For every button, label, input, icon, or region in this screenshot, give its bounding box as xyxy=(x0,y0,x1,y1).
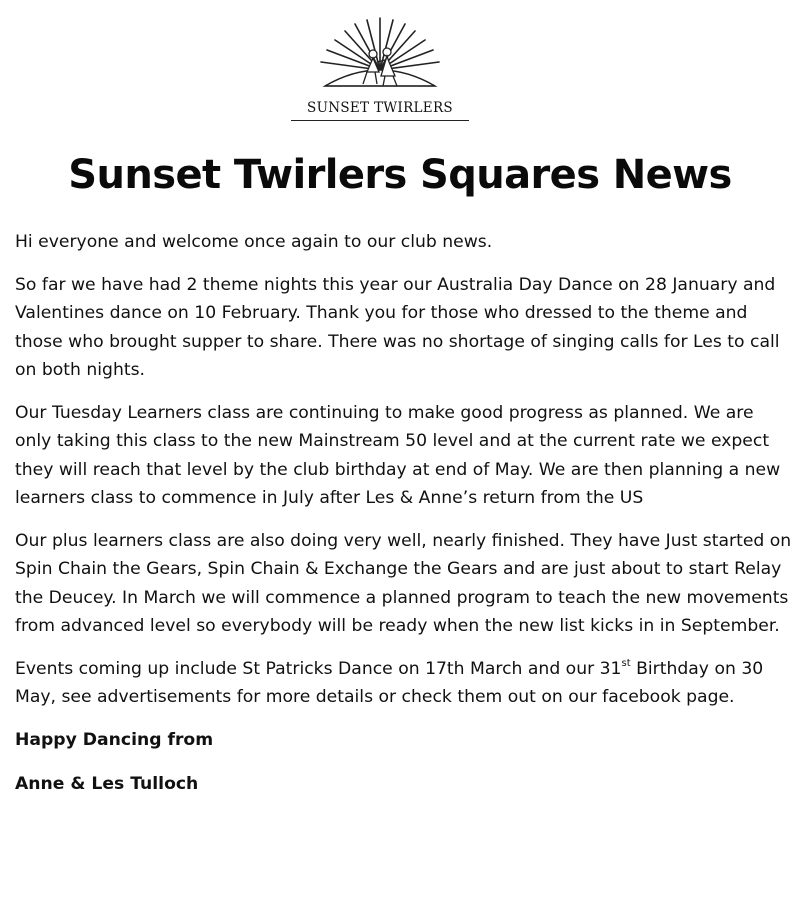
club-logo xyxy=(285,14,475,122)
paragraph-plus-learners: Our plus learners class are also doing very well, nearly finished. They have Just started on Spin Chain the Gears, Spin Chain & Exchange the Gears and are just about to start Relay the Deucey. In March we will commence a planned program to teach the new movements from advanced level so everybody will be ready when the new list kicks in in September. xyxy=(15,530,792,636)
logo-underline xyxy=(291,120,469,121)
ordinal-suffix: st xyxy=(621,657,631,669)
paragraph-welcome: Hi everyone and welcome once again to our club news. xyxy=(15,232,493,252)
logo-club-name: SUNSET TWIRLERS xyxy=(307,100,453,116)
paragraph-theme-nights: So far we have had 2 theme nights this year our Australia Day Dance on 28 January and Valentines dance on 10 February. Thank you for those who dressed to the theme and those who brought supper to share. There was no shortage of singing calls for Les to call on both nights. xyxy=(15,274,780,380)
events-text-end: Birthday on 30 May, see advertisements for more details or check them out on our facebook page. xyxy=(15,658,764,707)
paragraph-tuesday-learners: Our Tuesday Learners class are continuing to make good progress as planned. We are only taking this class to the new Mainstream 50 level and at the current rate we expect they will reach that level by the club birthday at end of May. We are then planning a new learners class to commence in July after Les & Anne’s return from the US xyxy=(15,402,781,508)
paragraph-events xyxy=(15,655,793,712)
newsletter-body xyxy=(15,228,793,815)
signoff-greeting: Happy Dancing from xyxy=(15,729,214,750)
dancing-couple-sunburst-icon xyxy=(315,14,445,98)
events-text-start: Events coming up include St Patricks Dance on 17th March and our 31 xyxy=(15,658,622,679)
signoff-names: Anne & Les Tulloch xyxy=(15,774,199,794)
page-title: Sunset Twirlers Squares News xyxy=(68,152,732,198)
